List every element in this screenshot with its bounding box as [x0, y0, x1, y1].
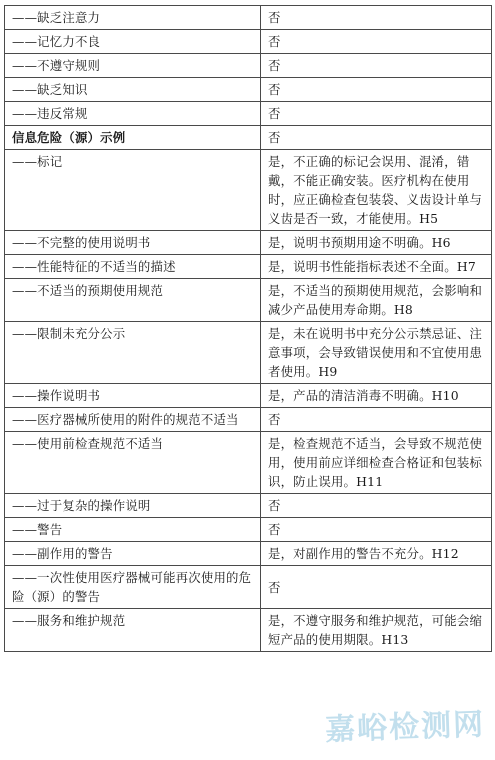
row-label: ——缺乏知识: [5, 78, 261, 102]
table-row: [5, 255, 492, 279]
table-row: [5, 54, 492, 78]
row-value: 是，不适当的预期使用规范，会影响和减少产品使用寿命期。H8: [261, 279, 492, 322]
row-value: 否: [261, 408, 492, 432]
row-value: 否: [261, 518, 492, 542]
row-label: ——性能特征的不适当的描述: [5, 255, 261, 279]
row-label: ——过于复杂的操作说明: [5, 494, 261, 518]
watermark: 嘉峪检测网: [324, 707, 486, 748]
row-value: 是，对副作用的警告不充分。H12: [261, 542, 492, 566]
row-label: ——医疗器械所使用的附件的规范不适当: [5, 408, 261, 432]
table-row: [5, 279, 492, 322]
table-row: [5, 322, 492, 384]
row-label: ——限制未充分公示: [5, 322, 261, 384]
row-value: 否: [261, 78, 492, 102]
table-row: [5, 78, 492, 102]
table-row: [5, 408, 492, 432]
table-row-section-heading: [5, 126, 492, 150]
row-value: 是，说明书预期用途不明确。H6: [261, 231, 492, 255]
table-row: [5, 150, 492, 231]
row-label: ——标记: [5, 150, 261, 231]
table-row: [5, 231, 492, 255]
table-row: [5, 609, 492, 652]
row-value: 否: [261, 30, 492, 54]
row-label: ——违反常规: [5, 102, 261, 126]
row-label: ——不遵守规则: [5, 54, 261, 78]
section-heading: 信息危险（源）示例: [5, 126, 261, 150]
table-row: [5, 384, 492, 408]
table-row: [5, 432, 492, 494]
table-row: [5, 566, 492, 609]
row-value: 是，说明书性能指标表述不全面。H7: [261, 255, 492, 279]
row-label: ——记忆力不良: [5, 30, 261, 54]
row-label: ——使用前检查规范不适当: [5, 432, 261, 494]
row-label: ——缺乏注意力: [5, 6, 261, 30]
row-label: ——操作说明书: [5, 384, 261, 408]
row-label: ——服务和维护规范: [5, 609, 261, 652]
row-value: 是，不正确的标记会误用、混淆，错戴，不能正确安装。医疗机构在使用时，应正确检查包装袋、义齿设计单与义齿是否一致，才能使用。H5: [261, 150, 492, 231]
row-value: 否: [261, 494, 492, 518]
row-value: 否: [261, 126, 492, 150]
row-value: 否: [261, 102, 492, 126]
table-row: [5, 30, 492, 54]
table-row: [5, 542, 492, 566]
row-value: 否: [261, 566, 492, 609]
table-row: [5, 494, 492, 518]
table-row: [5, 6, 492, 30]
row-label: ——不适当的预期使用规范: [5, 279, 261, 322]
row-label: ——副作用的警告: [5, 542, 261, 566]
row-value: 是，产品的清洁消毒不明确。H10: [261, 384, 492, 408]
row-value: 是，不遵守服务和维护规范，可能会缩短产品的使用期限。H13: [261, 609, 492, 652]
row-value: 否: [261, 6, 492, 30]
table-row: [5, 518, 492, 542]
row-label: ——警告: [5, 518, 261, 542]
row-label: ——不完整的使用说明书: [5, 231, 261, 255]
row-value: 是，未在说明书中充分公示禁忌证、注意事项，会导致错误使用和不宜使用患者使用。H9: [261, 322, 492, 384]
table-row: [5, 102, 492, 126]
row-label: ——一次性使用医疗器械可能再次使用的危险（源）的警告: [5, 566, 261, 609]
row-value: 是，检查规范不适当，会导致不规范使用，使用前应详细检查合格证和包装标识，防止误用。H11: [261, 432, 492, 494]
row-value: 否: [261, 54, 492, 78]
hazard-table: [4, 5, 492, 652]
